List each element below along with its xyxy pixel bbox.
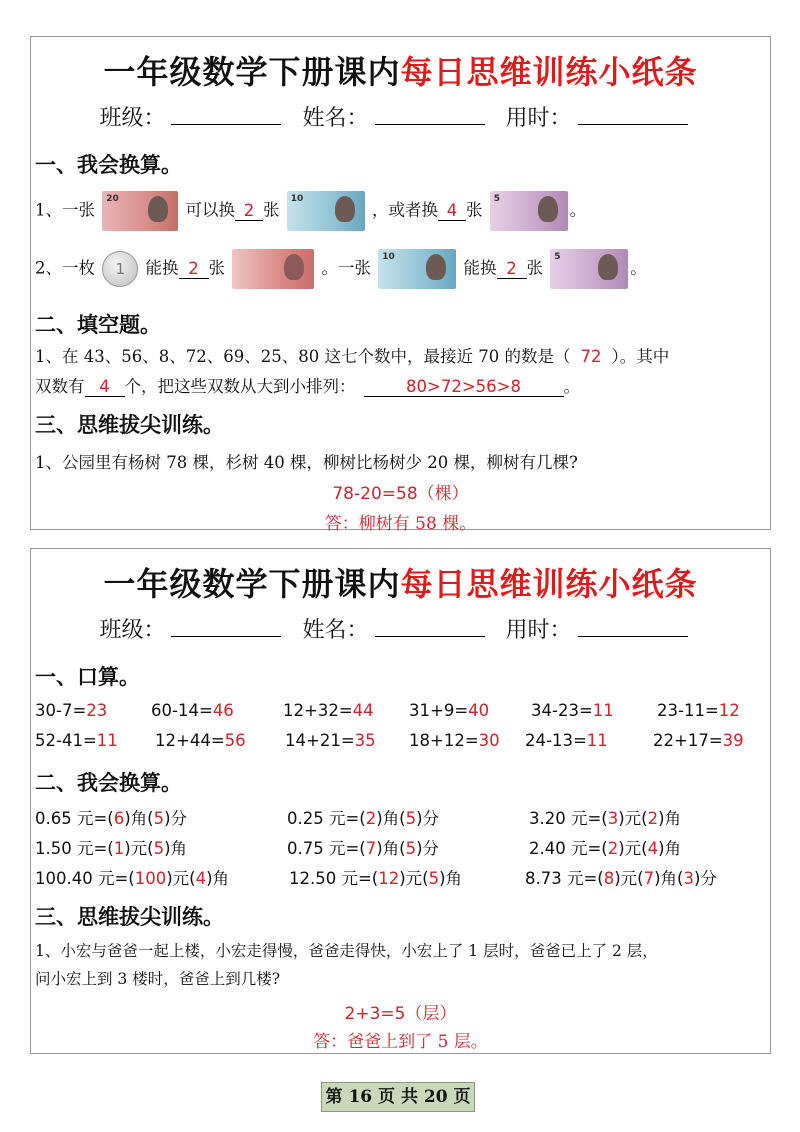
- card2-problem-line1: 1、小宏与爸爸一起上楼，小宏走得慢，爸爸走得快，小宏上了 1 层时，爸爸已上了 2 层，: [35, 942, 658, 960]
- class-blank[interactable]: [171, 106, 281, 125]
- math-item: 22+17=39: [653, 731, 744, 750]
- card1-section3-heading: 三、思维拔尖训练。: [35, 412, 224, 437]
- card2-solution: 2+3=5（层）: [344, 1004, 457, 1024]
- conversion-item: 2.40 元=(2)元(4)角: [529, 839, 682, 858]
- card1-info-row: 班级： 姓名： 用时：: [31, 101, 770, 132]
- coin-1-yuan-icon: 1: [102, 251, 138, 287]
- name-blank[interactable]: [375, 618, 485, 637]
- conversion-row-3: [35, 865, 765, 887]
- card1-problem: 1、公园里有杨树 78 棵，杉树 40 棵，柳树比杨树少 20 棵，柳树有几棵?: [35, 453, 578, 472]
- conversion-item: 100.40 元=(100)元(4)角: [35, 869, 230, 888]
- math-item: 14+21=35: [285, 731, 376, 750]
- card1-q1: 1、一张 20 可以换 2 张 10 ，或者换 4 张 5 。: [35, 191, 586, 231]
- card2-section3-heading: 三、思维拔尖训练。: [35, 904, 224, 929]
- conversion-item: 0.75 元=(7)角(5)分: [287, 839, 440, 858]
- card2-section1-heading: 一、口算。: [35, 664, 140, 689]
- card1-section2-heading: 二、填空题。: [35, 312, 161, 337]
- worksheet-card-1: [30, 36, 771, 534]
- conversion-row-1: [35, 805, 765, 827]
- banknote-5-icon: 5: [550, 249, 628, 289]
- card1-fill-line2: 双数有 4 个，把这些双数从大到小排列： 80>72>56>8 。: [35, 377, 580, 396]
- conversion-item: 0.25 元=(2)角(5)分: [287, 809, 440, 828]
- card1-solution: 78-20=58（棵）: [332, 484, 469, 504]
- card2-title: 一年级数学下册课内每日思维训练小纸条: [103, 565, 698, 603]
- card1-fill-line1: 1、在 43、56、8、72、69、25、80 这七个数中，最接近 70 的数是（ 72 ）。其中: [35, 347, 670, 366]
- math-item: 52-41=11: [35, 731, 118, 750]
- banknote-10-icon: 10: [378, 249, 456, 289]
- conversion-item: 12.50 元=(12)元(5)角: [289, 869, 463, 888]
- mental-math-row-1: [35, 701, 765, 723]
- conversion-item: 0.65 元=(6)角(5)分: [35, 809, 188, 828]
- math-item: 34-23=11: [531, 701, 614, 720]
- conversion-item: 8.73 元=(8)元(7)角(3)分: [525, 869, 717, 888]
- page-number-footer: 第 16 页 共 20 页: [321, 1082, 475, 1112]
- card1-title: 一年级数学下册课内每日思维训练小纸条: [103, 53, 698, 91]
- card2-title-red: 每日思维训练小纸条: [400, 565, 698, 603]
- math-item: 31+9=40: [409, 701, 490, 720]
- card2-info-row: 班级： 姓名： 用时：: [31, 613, 770, 644]
- math-item: 30-7=23: [35, 701, 108, 720]
- math-item: 12+44=56: [155, 731, 246, 750]
- card1-title-red: 每日思维训练小纸条: [400, 53, 698, 91]
- card1-section1-heading: 一、我会换算。: [35, 152, 182, 177]
- math-item: 23-11=12: [657, 701, 740, 720]
- banknote-5-jiao-icon: [232, 249, 314, 289]
- math-item: 60-14=46: [151, 701, 234, 720]
- class-blank[interactable]: [171, 618, 281, 637]
- card1-q2: 2、一枚 1 能换 2 张 。一张 10 能换 2 张 5 。: [35, 249, 647, 289]
- worksheet-card-2: [30, 548, 771, 1054]
- math-item: 24-13=11: [525, 731, 608, 750]
- math-item: 12+32=44: [283, 701, 374, 720]
- math-item: 18+12=30: [409, 731, 500, 750]
- time-blank[interactable]: [578, 618, 688, 637]
- card2-section2-heading: 二、我会换算。: [35, 770, 182, 795]
- conversion-item: 3.20 元=(3)元(2)角: [529, 809, 682, 828]
- card2-problem-line2: 问小宏上到 3 楼时，爸爸上到几楼?: [35, 970, 281, 988]
- name-blank[interactable]: [375, 106, 485, 125]
- conversion-item: 1.50 元=(1)元(5)角: [35, 839, 188, 858]
- conversion-row-2: [35, 835, 765, 857]
- mental-math-row-2: [35, 731, 765, 753]
- banknote-10-icon: 10: [287, 191, 365, 231]
- time-blank[interactable]: [578, 106, 688, 125]
- banknote-20-icon: 20: [102, 191, 178, 231]
- banknote-5-icon: 5: [490, 191, 568, 231]
- card2-answer: 答：爸爸上到了 5 层。: [313, 1032, 488, 1052]
- card1-answer: 答：柳树有 58 棵。: [324, 514, 477, 534]
